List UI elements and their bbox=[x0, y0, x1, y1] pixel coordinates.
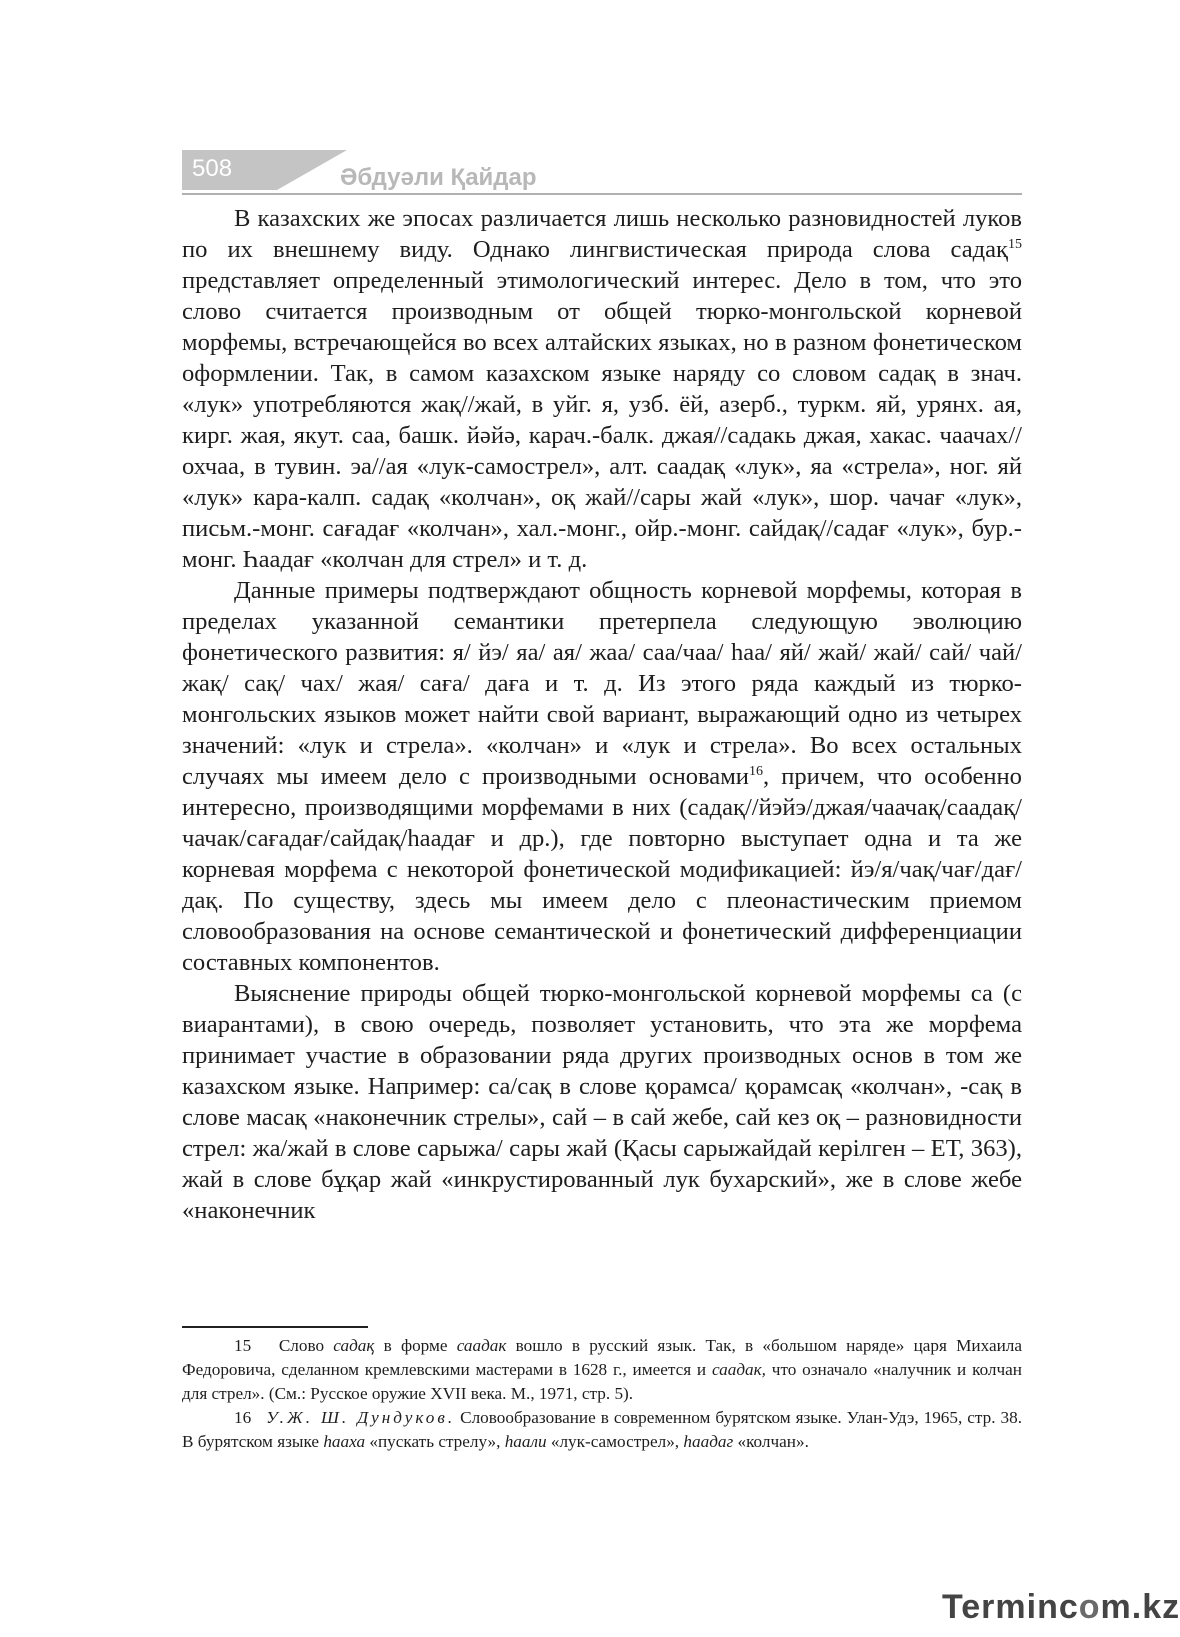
footnote-15-term: садақ bbox=[333, 1336, 375, 1355]
paragraph-1-text-a: В казахских же эпосах различается лишь несколько разновидностей луков по их внешнему виду. Однако лингвистическая природа слова садақ bbox=[182, 205, 1022, 263]
footnote-15-number: 15 bbox=[234, 1336, 252, 1355]
footnote-ref-15: 15 bbox=[1008, 236, 1022, 252]
page-number-tab-arrow bbox=[277, 150, 347, 190]
footnote-ref-16: 16 bbox=[748, 763, 763, 779]
footnote-16-term: һаали bbox=[504, 1432, 547, 1451]
paragraph-1-text-b: представляет определенный этимологический интерес. Дело в том, что это слово считается производным от общей тюрко-монгольской корневой морфемы, встречающейся во всех алтайских языках, но в разном фонетическом оформлении. Так, в самом казахском языке наряду со словом садақ в знач. «лук» употребляются жақ//жай, в уйг. я, узб. ёй, азерб., туркм. яй, урянх. ая, кирг. жая, якут. саа, башк. йәйә, карач.-балк. джая//садакь джая, хакас. чаачах//охчаа, в тувин. эа//ая «лук-самострел», алт. саадақ «лук», яа «стрела», ног. яй «лук» кара-калп. садақ «колчан», оқ жай//сары жай «лук», шор. чачағ «лук», письм.-монг. сағадағ «колчан», хал.-монг., ойр.-монг. сайдақ//садағ «лук», бур.-монг. Һаадағ «колчан для стрел» и т. д. bbox=[182, 267, 1022, 573]
logo-text: m.kz bbox=[1100, 1588, 1180, 1626]
paragraph-2 bbox=[182, 575, 1022, 978]
footnote-16-term: һааха bbox=[323, 1432, 366, 1451]
footnote-15-term: саадак bbox=[456, 1336, 507, 1355]
termincom-watermark-logo bbox=[942, 1588, 1180, 1627]
paragraph-3: Выяснение природы общей тюрко-монгольской корневой морфемы са (с виарантами), в свою очередь, позволяет установить, что эта же морфема принимает участие в образовании ряда других производных основ в том же казахском языке. Например: са/сақ в слове қорамса/ қорамсақ «колчан», -сақ в слове масақ «наконечник стрелы», сай – в сай жебе, сай кез оқ – разновидности стрел: жа/жай в слове сарыжа/ сары жай (Қасы сарыжайдай керілген – ЕТ, 363), жай в слове бұқар жай «инкрустированный лук бухарский», же в слове жебе «наконечник bbox=[182, 980, 1022, 1224]
footnote-15-text: что означало «налучник и колчан для стрел». (См.: Русское оружие XVII века. М., 1971, стр. 5). bbox=[182, 1360, 1022, 1403]
footnote-16-text: «лук-самострел», bbox=[546, 1432, 684, 1451]
header-rule bbox=[182, 193, 1022, 195]
running-head-author: Әбдуәли Қайдар bbox=[340, 164, 537, 191]
logo-text: c bbox=[1058, 1588, 1079, 1626]
page-header bbox=[182, 150, 1022, 196]
footnote-16 bbox=[182, 1406, 1022, 1454]
footnote-16-text: Словообразование в современном бурятском языке. Улан-Удэ, 1965, стр. 38. В бурятском языке bbox=[182, 1408, 1022, 1451]
footnotes bbox=[182, 1334, 1022, 1454]
logo-text: Termin bbox=[942, 1588, 1059, 1626]
footnote-separator bbox=[182, 1326, 368, 1328]
paragraph-2-text-b: , причем, что особенно интересно, производящими морфемами в них (садақ//йэйэ/джая/чаачақ/саадақ/чачак/сағадағ/сайдақ/һаадағ и др.), где повторно выступает одна и та же корневая морфема с некоторой фонетической модификацией: йэ/я/чақ/чағ/дағ/дақ. По существу, здесь мы имеем дело с плеонастическим приемом словообразования на основе семантической и фонетический дифференциации составных компонентов. bbox=[182, 763, 1022, 976]
footnote-16-number: 16 bbox=[234, 1408, 252, 1427]
footnote-15-term: саадак, bbox=[711, 1360, 766, 1379]
footnote-16-term: һаадаг bbox=[683, 1432, 734, 1451]
footnote-16-author: У.Ж. Ш. Дундуков. bbox=[266, 1408, 456, 1427]
main-text bbox=[182, 203, 1022, 1226]
logo-o-mark: o bbox=[1078, 1588, 1101, 1626]
page-number: 508 bbox=[192, 155, 233, 182]
footnote-15-text: вошло в русский язык. Так, в «большом наряде» царя Михаила Федоровича, сделанном кремлевскими мастерами в 1628 г., имеется и bbox=[182, 1336, 1023, 1379]
footnote-15-text: Слово bbox=[278, 1336, 334, 1355]
paragraph-1 bbox=[182, 203, 1022, 575]
footnote-15 bbox=[182, 1334, 1022, 1406]
paragraph-2-text-a: Данные примеры подтверждают общность корневой морфемы, которая в пределах указанной семантики претерпела следующую эволюцию фонетического развития: я/ йэ/ яа/ ая/ жаа/ саа/чаа/ һаа/ яй/ жай/ жай/ сай/ чай/ жақ/ сақ/ чах/ жая/ сағa/ дағa и т. д. Из этого ряда каждый из тюрко-монгольских языков может найти свой вариант, выражающий одно из четырех значений: «лук и стрела». «колчан» и «лук и стрела». Во всех остальных случаях мы имеем дело с производными основами bbox=[182, 577, 1022, 790]
footnote-16-text: «пускать стрелу», bbox=[365, 1432, 505, 1451]
footnote-16-text: «колчан». bbox=[733, 1432, 809, 1451]
footnote-15-text: в форме bbox=[374, 1336, 457, 1355]
